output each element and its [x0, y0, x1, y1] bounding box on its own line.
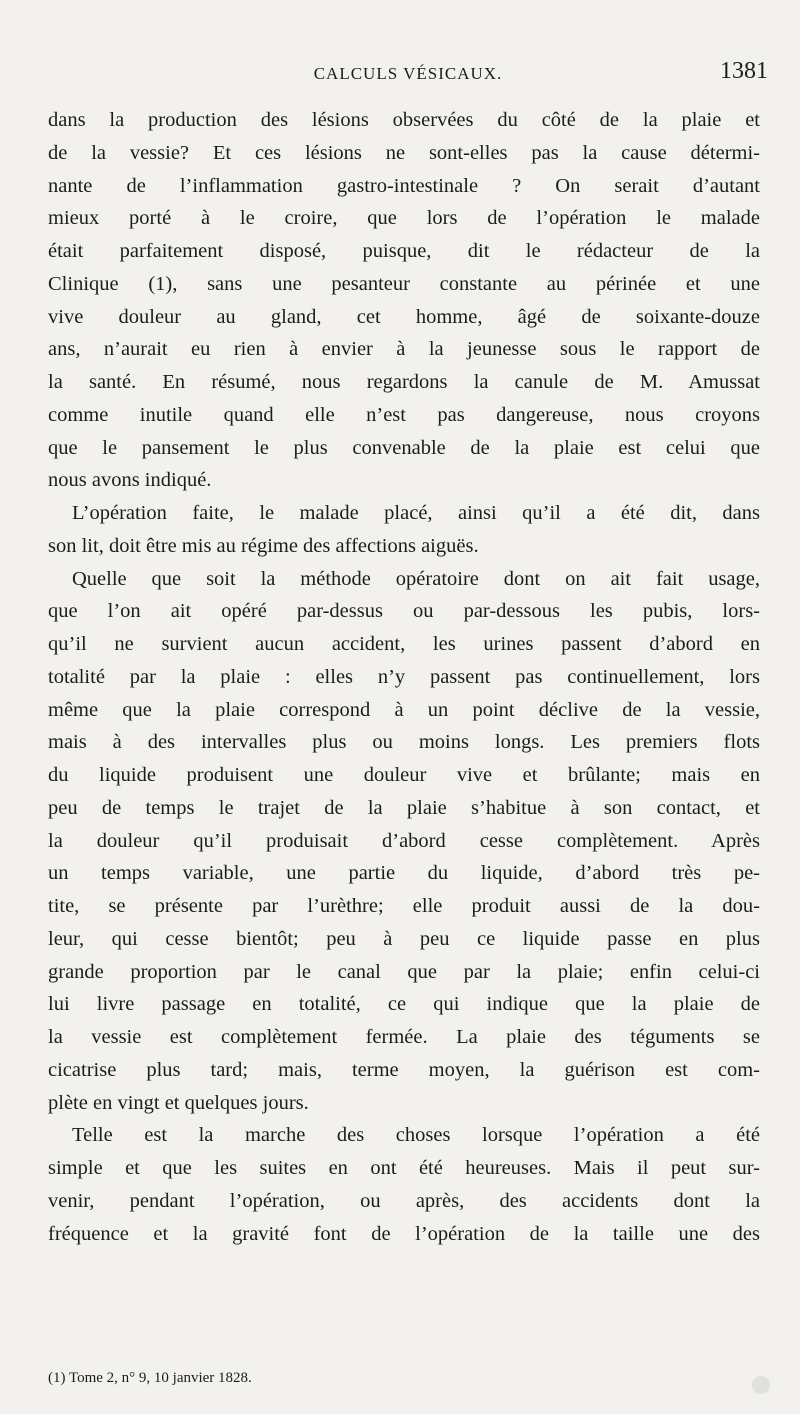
- paper-smudge: [752, 1376, 770, 1394]
- text-line: peu de temps le trajet de la plaie s’habitue à son contact, et: [48, 796, 760, 819]
- text-line: la douleur qu’il produisait d’abord cesse complètement. Après: [48, 829, 760, 852]
- page-header: [48, 58, 768, 98]
- text-line: que l’on ait opéré par-dessus ou par-dessous les pubis, lors-: [48, 600, 760, 623]
- text-line: lui livre passage en totalité, ce qui indique que la plaie de: [48, 993, 760, 1016]
- text-line: même que la plaie correspond à un point déclive de la vessie,: [48, 698, 760, 721]
- text-line: dans la production des lésions observées du côté de la plaie et: [48, 109, 760, 131]
- text-line: nante de l’inflammation gastro-intestinale ? On serait d’autant: [48, 174, 760, 197]
- text-line: un temps variable, une partie du liquide, d’abord très pe-: [48, 862, 760, 885]
- footnote: (1) Tome 2, n° 9, 10 janvier 1828.: [48, 1370, 252, 1386]
- text-line: son lit, doit être mis au régime des affections aiguës.: [48, 534, 479, 557]
- text-line: qu’il ne survient aucun accident, les urines passent d’abord en: [48, 633, 760, 655]
- text-line: Telle est la marche des choses lorsque l’opération a été: [72, 1124, 760, 1147]
- text-line: Quelle que soit la méthode opératoire dont on ait fait usage,: [72, 567, 760, 590]
- text-line: comme inutile quand elle n’est pas dangereuse, nous croyons: [48, 403, 760, 426]
- text-line: que le pansement le plus convenable de la plaie est celui que: [48, 436, 760, 459]
- text-line: mais à des intervalles plus ou moins longs. Les premiers flots: [48, 731, 760, 754]
- text-line: fréquence et la gravité font de l’opération de la taille une des: [48, 1222, 760, 1245]
- text-line: venir, pendant l’opération, ou après, des accidents dont la: [48, 1189, 760, 1212]
- text-line: mieux porté à le croire, que lors de l’opération le malade: [48, 207, 760, 230]
- text-line: tite, se présente par l’urèthre; elle produit aussi de la dou-: [48, 895, 760, 917]
- text-line: cicatrise plus tard; mais, terme moyen, la guérison est com-: [48, 1058, 760, 1081]
- text-line: ans, n’aurait eu rien à envier à la jeunesse sous le rapport de: [48, 338, 760, 361]
- text-line: de la vessie? Et ces lésions ne sont-elles pas la cause détermi-: [48, 141, 760, 164]
- text-line: nous avons indiqué.: [48, 469, 212, 492]
- body-text: [48, 104, 760, 1250]
- text-line: du liquide produisent une douleur vive et brûlante; mais en: [48, 764, 760, 786]
- text-line: totalité par la plaie : elles n’y passent pas continuellement, lors: [48, 665, 760, 688]
- text-line: leur, qui cesse bientôt; peu à peu ce liquide passe en plus: [48, 927, 760, 950]
- running-title: CALCULS VÉSICAUX.: [313, 64, 503, 83]
- text-line: vive douleur au gland, cet homme, âgé de soixante-douze: [48, 305, 760, 328]
- text-line: grande proportion par le canal que par la plaie; enfin celui-ci: [48, 960, 760, 983]
- page-number: 1381: [720, 58, 768, 84]
- text-line: plète en vingt et quelques jours.: [48, 1091, 309, 1114]
- text-line: était parfaitement disposé, puisque, dit le rédacteur de la: [48, 240, 760, 262]
- text-line: L’opération faite, le malade placé, ainsi qu’il a été dit, dans: [72, 502, 760, 524]
- text-line: Clinique (1), sans une pesanteur constante au périnée et une: [48, 272, 760, 295]
- text-line: la santé. En résumé, nous regardons la canule de M. Amussat: [48, 371, 760, 393]
- text-line: la vessie est complètement fermée. La plaie des téguments se: [48, 1026, 760, 1048]
- text-line: simple et que les suites en ont été heureuses. Mais il peut sur-: [48, 1157, 760, 1179]
